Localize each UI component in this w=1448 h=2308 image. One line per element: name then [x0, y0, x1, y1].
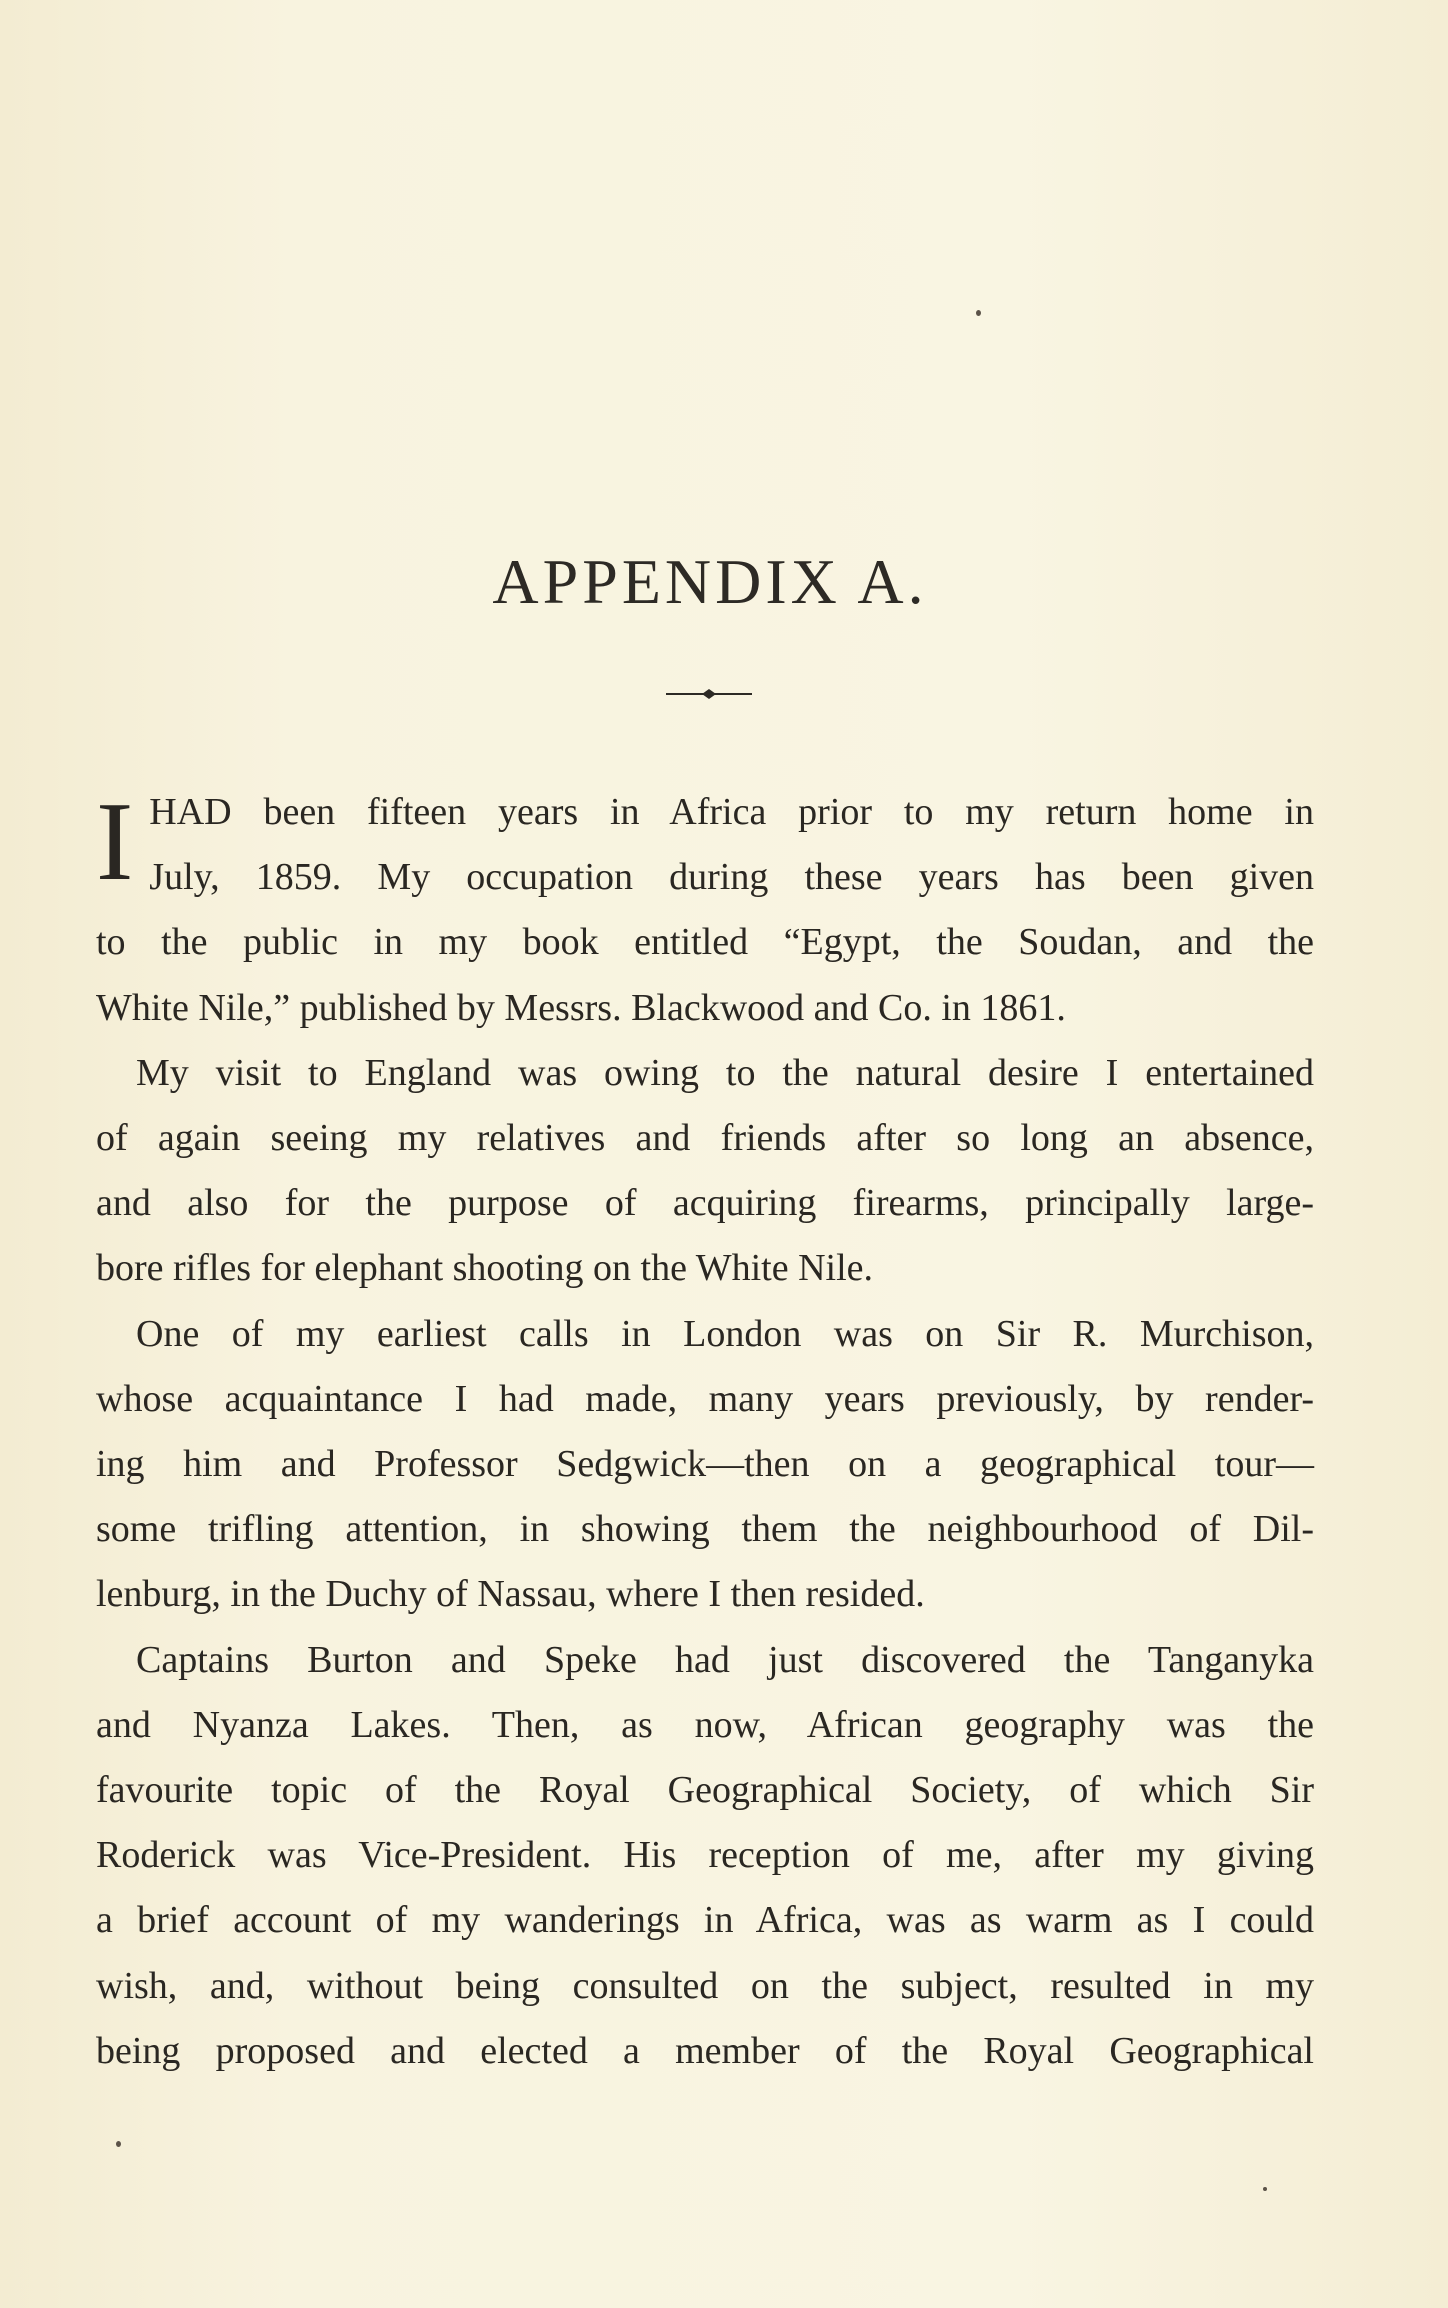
text-line: ing him and Professor Sedgwick—then on a geographical tour— — [96, 1443, 1314, 1486]
paragraph-4 — [96, 1628, 1314, 2084]
text-line: favourite topic of the Royal Geographical Society, of which Sir — [96, 1769, 1314, 1812]
paragraph-1 — [96, 780, 1314, 1041]
text-line: July, 1859. My occupation during these years has been given — [149, 856, 1314, 899]
print-speck — [976, 310, 981, 316]
text-line: Roderick was Vice-President. His reception of me, after my giving — [96, 1834, 1314, 1877]
text-line: of again seeing my relatives and friends after so long an absence, — [96, 1117, 1314, 1160]
text-line: White Nile,” published by Messrs. Blackwood and Co. in 1861. — [96, 986, 1066, 1029]
appendix-heading: APPENDIX A. — [492, 546, 928, 617]
paragraph-2 — [96, 1041, 1314, 1302]
text-line: being proposed and elected a member of the Royal Geographical — [96, 2029, 1314, 2072]
text-line: One of my earliest calls in London was on Sir R. Murchison, — [136, 1312, 1314, 1355]
text-line: to the public in my book entitled “Egypt, the Soudan, and the — [96, 921, 1314, 964]
body-text — [96, 780, 1314, 2084]
text-line: My visit to England was owing to the natural desire I entertained — [136, 1051, 1314, 1094]
text-line: wish, and, without being consulted on the subject, resulted in my — [96, 1964, 1314, 2007]
text-line: a brief account of my wanderings in Africa, was as warm as I could — [96, 1899, 1314, 1942]
paragraph-3 — [96, 1302, 1314, 1628]
text-line: bore rifles for elephant shooting on the White Nile. — [96, 1247, 874, 1290]
text-line: whose acquaintance I had made, many years previously, by render- — [96, 1377, 1314, 1420]
print-speck — [1263, 2187, 1267, 2191]
print-speck — [116, 2141, 121, 2147]
text-line: lenburg, in the Duchy of Nassau, where I then resided. — [96, 1573, 925, 1616]
text-line: Captains Burton and Speke had just discovered the Tanganyka — [136, 1638, 1314, 1681]
text-line: some trifling attention, in showing them the neighbourhood of Dil- — [96, 1508, 1314, 1551]
drop-cap: I — [96, 780, 134, 904]
text-line: and also for the purpose of acquiring firearms, principally large- — [96, 1182, 1314, 1225]
text-line: HAD been fifteen years in Africa prior to my return home in — [149, 791, 1314, 833]
ornament-divider — [664, 684, 754, 704]
text-line: and Nyanza Lakes. Then, as now, African geography was the — [96, 1703, 1314, 1746]
